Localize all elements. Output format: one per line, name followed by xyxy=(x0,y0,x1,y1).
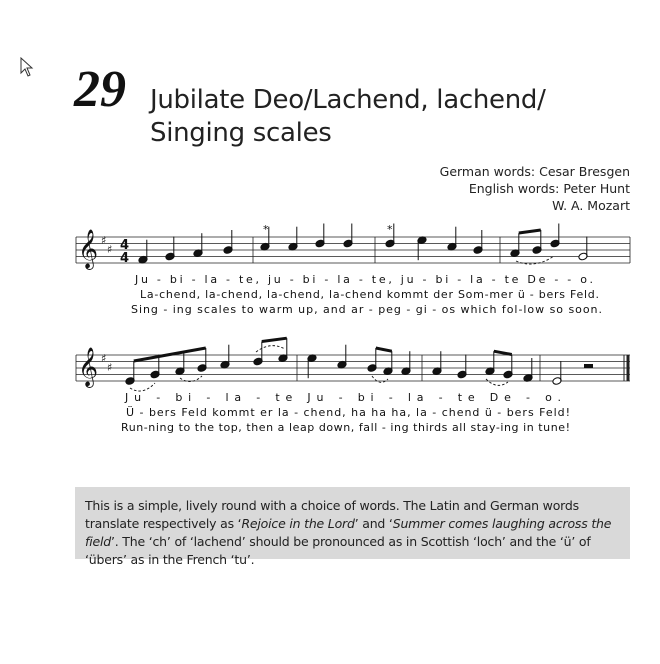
staff-system-1 xyxy=(76,223,630,270)
slur xyxy=(486,379,508,385)
staff-system-2 xyxy=(76,338,630,391)
song-title-line-2: Singing scales xyxy=(150,118,332,148)
note-text-2: ’ and ‘ xyxy=(354,516,393,531)
sharp-f-1: ♯ xyxy=(101,234,107,247)
note-text-1: This is a simple, lively round with a choice of words. The Latin and German words translate respectively as ‘ xyxy=(85,498,579,531)
sharp-c-1: ♯ xyxy=(107,243,113,256)
song-title-line-1: Jubilate Deo/Lachend, lachend/ xyxy=(150,85,546,115)
note-italic-1: Rejoice in the Lord xyxy=(241,516,355,531)
slur xyxy=(372,376,388,382)
staff-lines-1 xyxy=(76,237,630,263)
performance-note xyxy=(75,487,630,567)
breath-mark-2: * xyxy=(387,223,393,236)
composer-credit: W. A. Mozart xyxy=(552,198,630,213)
time-signature-top: 4 xyxy=(120,238,130,253)
song-number: 29 xyxy=(74,61,126,118)
note-beam xyxy=(494,351,512,354)
lyrics-system-2-verse-1: Ju - bi - la - te Ju - bi - la - te De - o. xyxy=(125,391,561,404)
treble-clef-2: 𝄞 xyxy=(78,347,99,387)
note-beam xyxy=(519,230,541,233)
lyrics-system-1-verse-2: La-chend, la-chend, la-chend, la-chend kommt der Som-mer ü - bers Feld. xyxy=(140,288,599,301)
half-rest xyxy=(584,364,593,368)
notes-system-2 xyxy=(125,338,593,391)
note-italic-2: Summer comes laughing across the field xyxy=(85,516,612,549)
sharp-c-2: ♯ xyxy=(107,361,113,374)
sharp-f-2: ♯ xyxy=(101,352,107,365)
note-beam xyxy=(376,348,392,351)
breath-mark-1: * xyxy=(263,223,269,236)
lyrics-system-1-verse-3: Sing - ing scales to warm up, and ar - peg - gi - os which fol-low so soon. xyxy=(131,303,602,316)
lyrics xyxy=(121,273,602,434)
note-beam xyxy=(262,338,287,341)
lyrics-system-2-verse-3: Run-ning to the top, then a leap down, fall - ing thirds all stay-ing in tune! xyxy=(121,421,570,434)
german-words-credit: German words: Cesar Bresgen xyxy=(439,164,630,179)
lyrics-system-2-verse-2: Ü - bers Feld kommt er la - chend, ha ha ha, la - chend ü - bers Feld! xyxy=(126,406,570,419)
treble-clef-1: 𝄞 xyxy=(78,229,99,269)
note-text-3: ’. The ‘ch’ of ‘lachend’ should be pronounced as in Scottish ‘loch’ and the ‘ü’ of ‘übers’ as in the French ‘tu’. xyxy=(85,534,591,567)
slur xyxy=(256,346,285,352)
time-signature-bottom: 4 xyxy=(120,251,130,266)
lyrics-system-1-verse-1: Ju - bi - la - te, ju - bi - la - te, ju - bi - la - te De - - o. xyxy=(135,273,593,286)
slur xyxy=(130,383,155,391)
english-words-credit: English words: Peter Hunt xyxy=(468,181,630,196)
note-beam xyxy=(134,348,206,361)
